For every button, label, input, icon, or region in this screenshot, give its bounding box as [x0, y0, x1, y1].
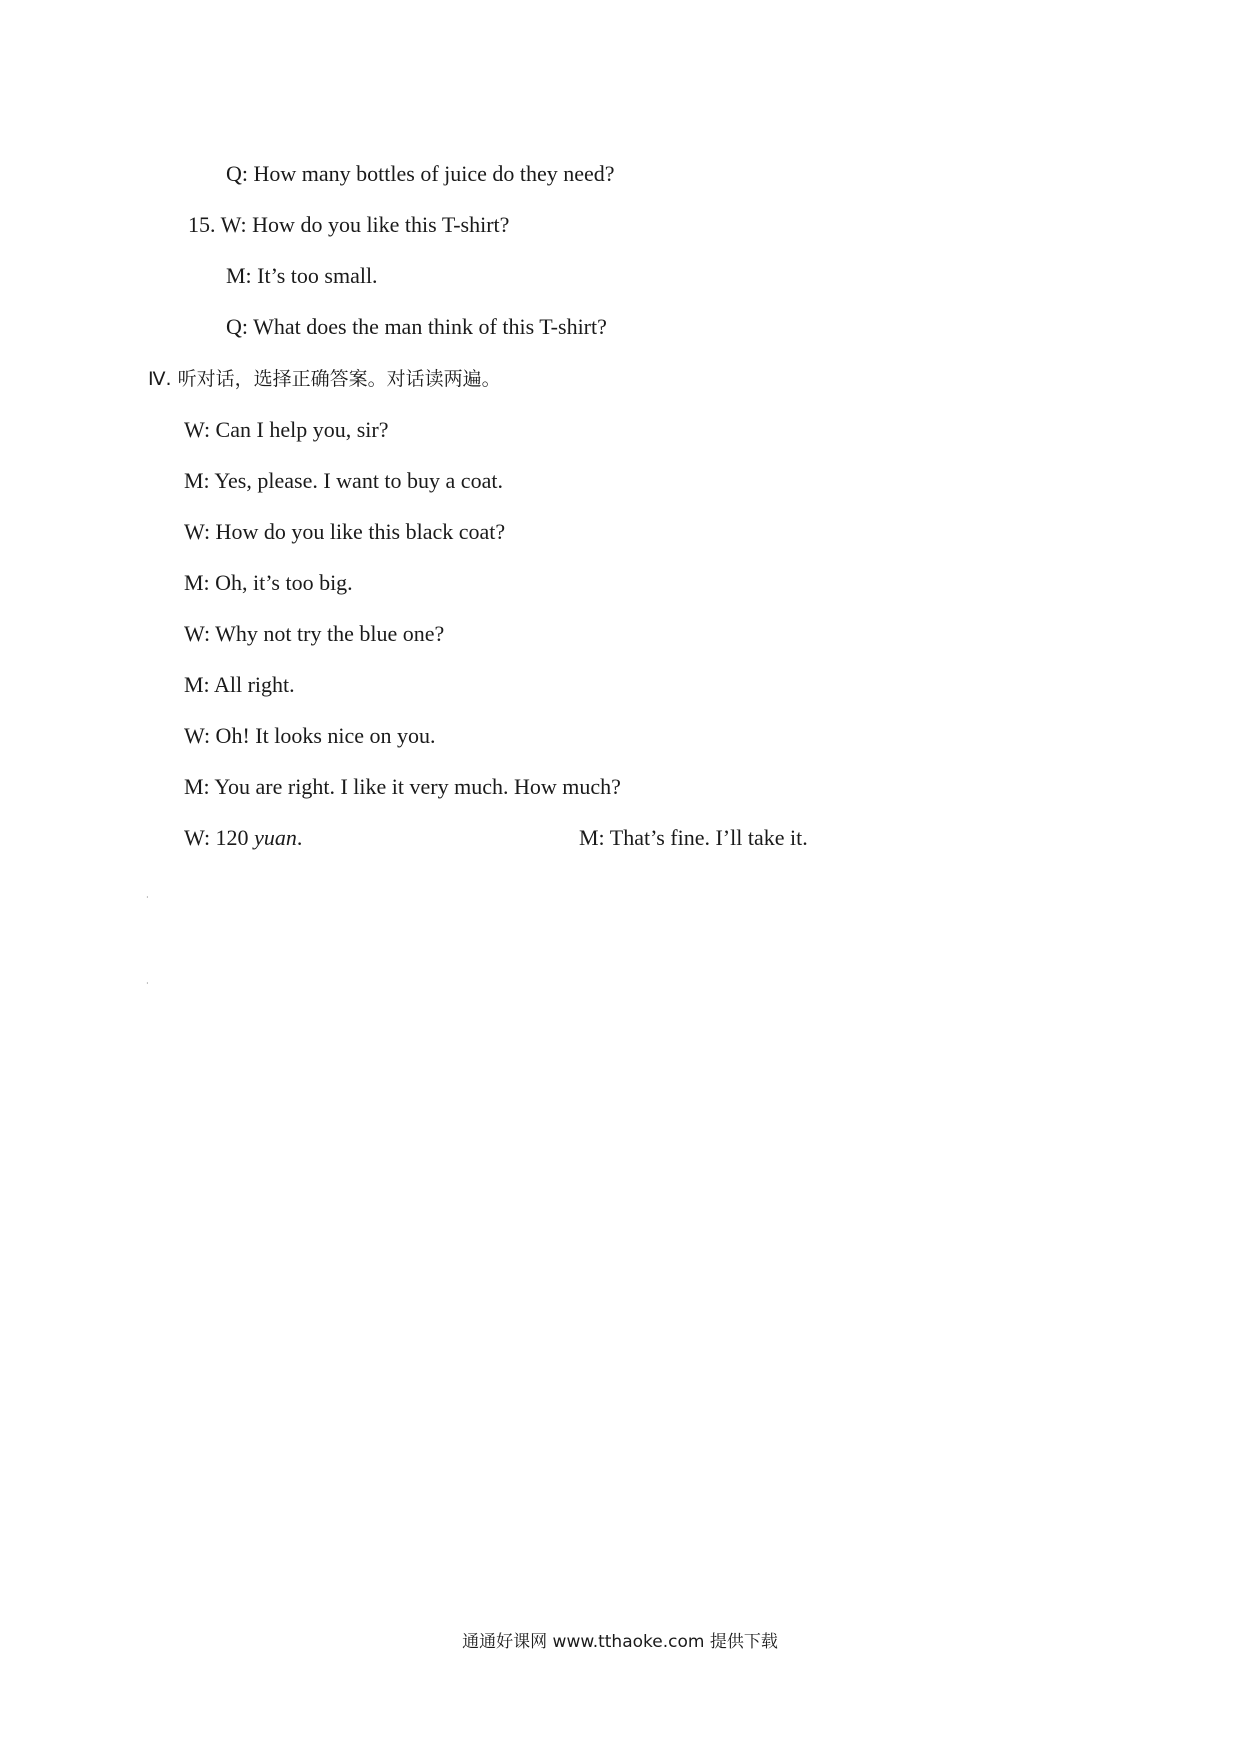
q15-man-line: M: It’s too small.: [226, 263, 378, 288]
dialogue-line: M: Yes, please. I want to buy a coat.: [184, 468, 503, 493]
page-footer: 通通好课网 www.tthaoke.com 提供下载: [462, 1632, 778, 1652]
q15-question: Q: What does the man think of this T-shirt?: [226, 314, 607, 339]
dialogue-last-line: [184, 824, 808, 852]
q15-woman-line: 15. W: How do you like this T-shirt?: [188, 212, 510, 237]
dialogue-line: M: You are right. I like it very much. How much?: [184, 774, 621, 799]
dialogue-line: W: How do you like this black coat?: [184, 519, 506, 544]
stray-mark: ·: [146, 979, 149, 988]
stray-mark: ·: [146, 893, 149, 902]
woman-price-line: W: 120 yuan.: [184, 825, 303, 850]
man-closing-line: M: That’s fine. I’ll take it.: [579, 825, 808, 850]
currency-unit: yuan: [254, 825, 297, 850]
dialogue-line: M: All right.: [184, 672, 295, 697]
dialogue-line: W: Can I help you, sir?: [184, 417, 389, 442]
q14-question: Q: How many bottles of juice do they need?: [226, 161, 615, 186]
dialogue-line: W: Why not try the blue one?: [184, 621, 445, 646]
dialogue-line: M: Oh, it’s too big.: [184, 570, 353, 595]
dialogue-line: W: Oh! It looks nice on you.: [184, 723, 436, 748]
section-4-heading: Ⅳ. 听对话，选择正确答案。对话读两遍。: [148, 368, 501, 390]
